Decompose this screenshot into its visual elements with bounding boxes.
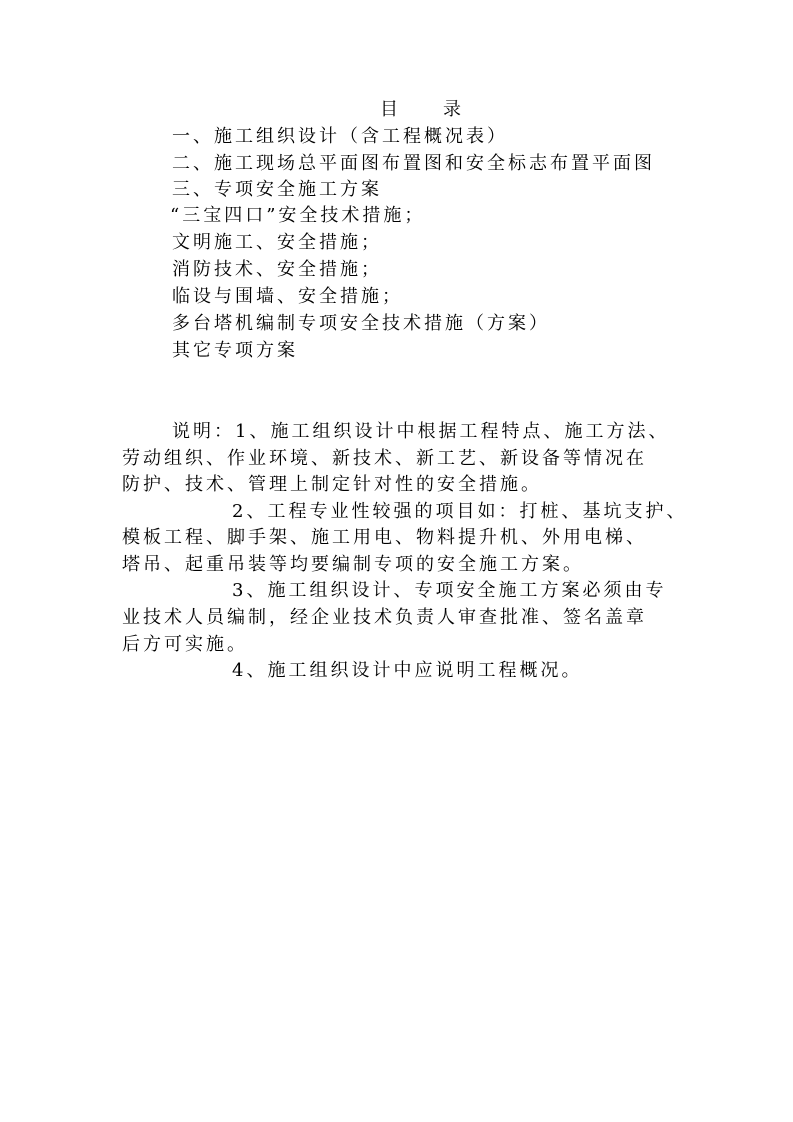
toc-item: 临设与围墙、安全措施； xyxy=(172,286,403,307)
note-line: 2、工程专业性较强的项目如：打桩、基坑支护、 xyxy=(232,501,688,522)
note-line: 塔吊、起重吊装等均要编制专项的安全施工方案。 xyxy=(122,554,584,575)
toc-item: “三宝四口”安全技术措施； xyxy=(170,205,426,226)
page-title: 目 录 xyxy=(380,99,464,120)
note-line: 3、施工组织设计、专项安全施工方案必须由专 xyxy=(232,580,667,601)
note-line: 模板工程、脚手架、施工用电、物料提升机、外用电梯、 xyxy=(122,527,647,548)
note-line: 防护、技术、管理上制定针对性的安全措施。 xyxy=(122,474,542,495)
toc-item: 一、施工组织设计（含工程概况表） xyxy=(172,126,508,147)
toc-item: 消防技术、安全措施； xyxy=(172,259,382,280)
toc-item: 二、施工现场总平面图布置图和安全标志布置平面图 xyxy=(172,153,655,174)
toc-item: 其它专项方案 xyxy=(172,340,298,361)
note-line: 4、施工组织设计中应说明工程概况。 xyxy=(232,660,583,681)
note-line: 业技术人员编制，经企业技术负责人审查批准、签名盖章 xyxy=(122,607,647,628)
note-line: 劳动组织、作业环境、新技术、新工艺、新设备等情况在 xyxy=(122,448,647,469)
note-line: 说明：1、施工组织设计中根据工程特点、施工方法、 xyxy=(172,421,670,442)
note-line: 后方可实施。 xyxy=(122,634,248,655)
toc-item: 多台塔机编制专项安全技术措施（方案） xyxy=(172,313,550,334)
toc-item: 三、专项安全施工方案 xyxy=(172,179,382,200)
toc-item: 文明施工、安全措施； xyxy=(172,232,382,253)
